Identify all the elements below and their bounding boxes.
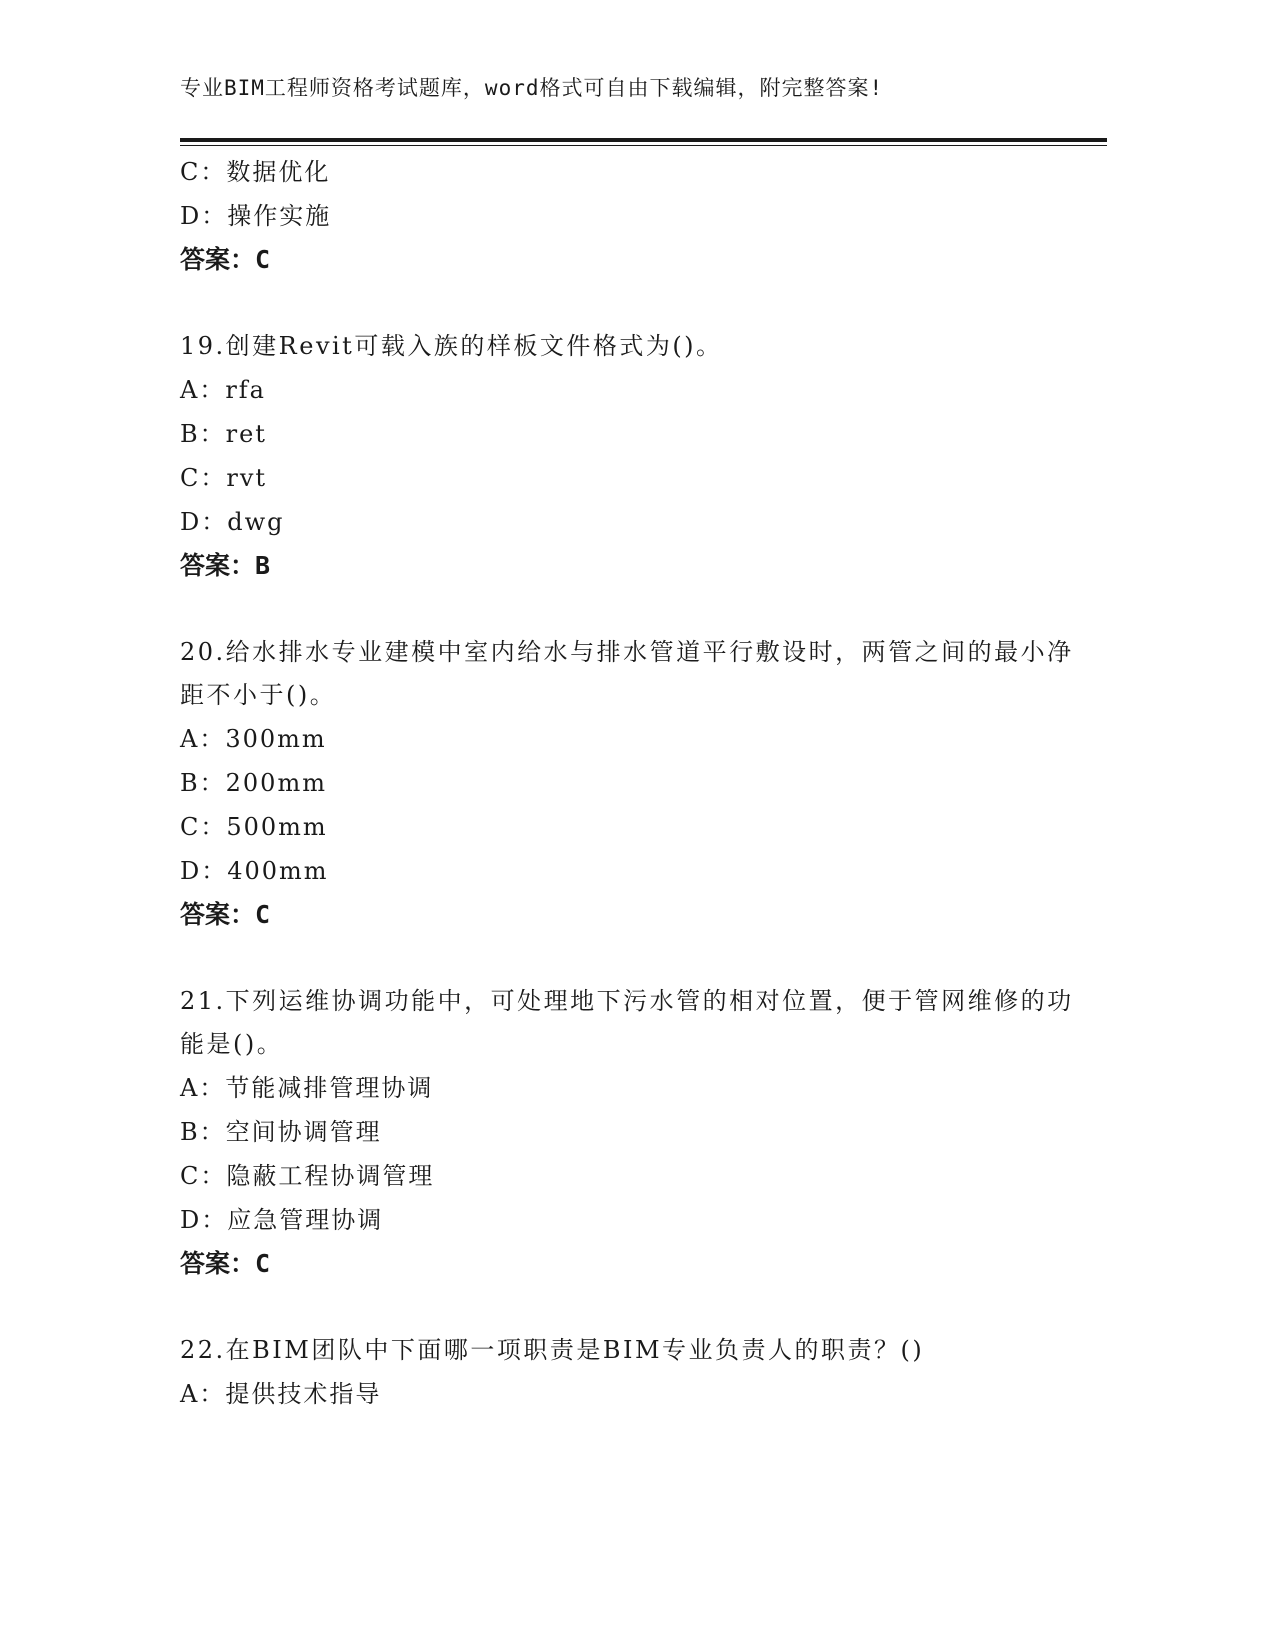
option-c: C：500mm — [180, 813, 328, 841]
option-c: C：rvt — [180, 464, 268, 492]
question-21 — [180, 980, 1080, 1286]
option-d: D：400mm — [180, 857, 329, 885]
option-a: A：提供技术指导 — [180, 1380, 382, 1408]
option-a: A：300mm — [180, 725, 327, 753]
option-a: A：节能减排管理协调 — [180, 1074, 434, 1102]
option-b: B：ret — [180, 420, 267, 448]
question-text: 19.创建Revit可载入族的样板文件格式为()。 — [180, 332, 723, 360]
question-18-continued — [180, 150, 1080, 282]
answer: 答案：C — [180, 900, 271, 929]
question-text: 21.下列运维协调功能中，可处理地下污水管的相对位置，便于管网维修的功能是()。 — [180, 987, 1074, 1058]
option-b: B：空间协调管理 — [180, 1118, 382, 1146]
option-c: C：数据优化 — [180, 158, 331, 186]
option-d: D：dwg — [180, 508, 285, 536]
question-19 — [180, 325, 1080, 588]
answer: 答案：C — [180, 245, 271, 274]
option-d: D：应急管理协调 — [180, 1206, 384, 1234]
header-divider-thick — [180, 138, 1107, 142]
option-d: D：操作实施 — [180, 202, 332, 230]
question-list — [180, 150, 1080, 1416]
option-b: B：200mm — [180, 769, 327, 797]
option-c: C：隐蔽工程协调管理 — [180, 1162, 435, 1190]
question-22 — [180, 1329, 1080, 1416]
answer: 答案：C — [180, 1249, 271, 1278]
page-header: 专业BIM工程师资格考试题库，word格式可自由下载编辑，附完整答案! — [180, 76, 884, 100]
answer: 答案：B — [180, 551, 271, 580]
question-text: 22.在BIM团队中下面哪一项职责是BIM专业负责人的职责？() — [180, 1336, 925, 1364]
question-20 — [180, 631, 1080, 937]
question-text: 20.给水排水专业建模中室内给水与排水管道平行敷设时，两管之间的最小净距不小于()。 — [180, 638, 1074, 709]
header-divider-thin — [180, 145, 1107, 146]
option-a: A：rfa — [180, 376, 266, 404]
